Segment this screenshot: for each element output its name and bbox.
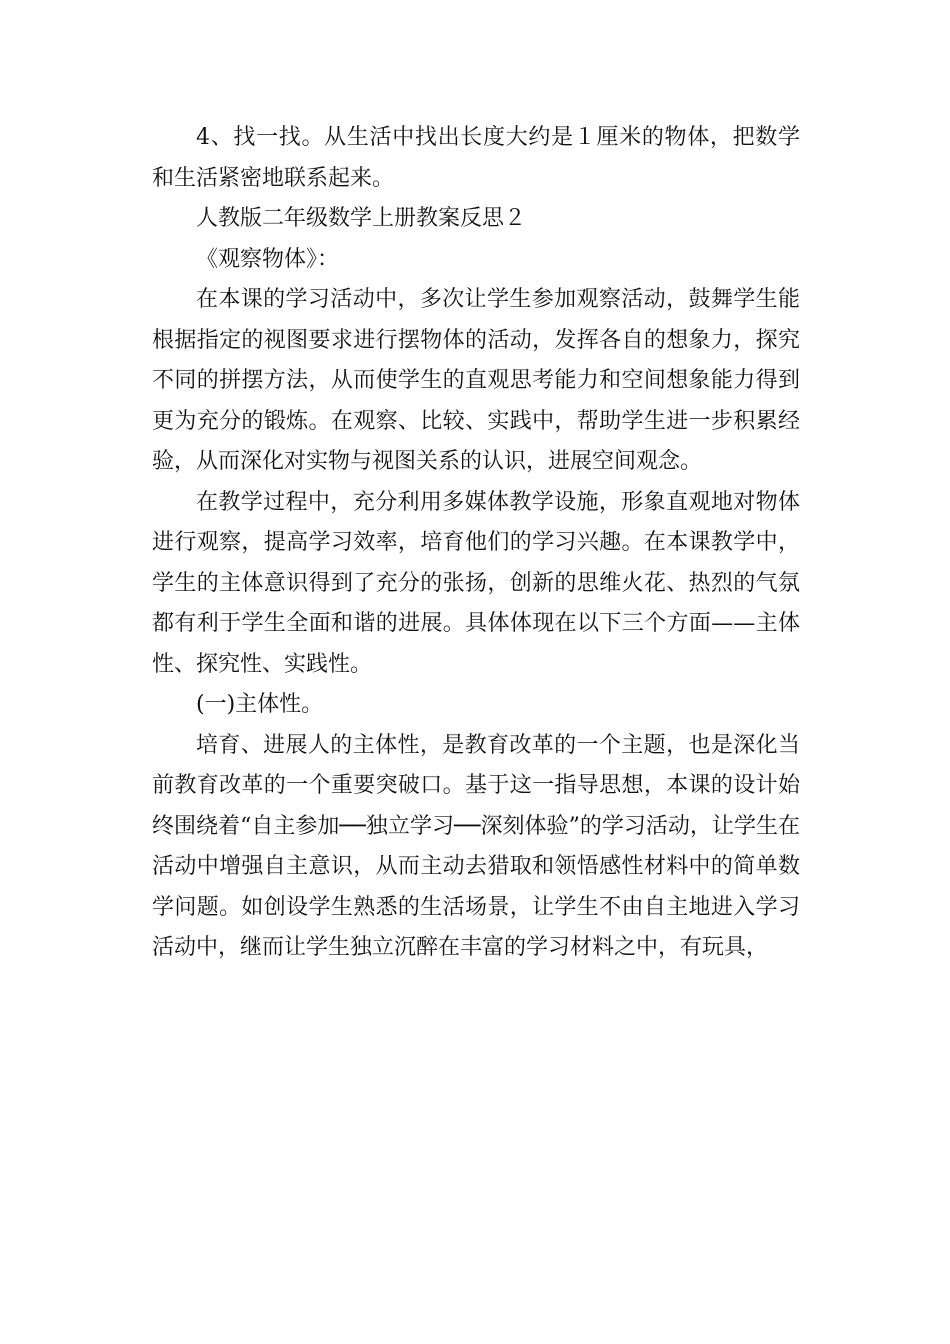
section-heading: 人教版二年级数学上册教案反思２: [196, 206, 527, 231]
paragraph-observation-activity: 在本课的学习活动中，多次让学生参加观察活动，鼓舞学生能根据指定的视图要求进行摆物体的活动，发挥各自的想象力，探究不同的拼摆方法，从而使学生的直观思考能力和空间想象能力得到更为充分的锻炼。在观察、比较、实践中，帮助学生进一步积累经验，从而深化对实物与视图关系的认识，进展空间观念。: [152, 287, 800, 474]
paragraph-teaching-process: 在教学过程中，充分利用多媒体教学设施，形象直观地对物体进行观察，提高学习效率，培育他们的学习兴趣。在本课教学中，学生的主体意识得到了充分的张扬，创新的思维火花、热烈的气氛都有利于学生全面和谐的进展。具体体现在以下三个方面——主体性、探究性、实践性。: [152, 489, 800, 677]
paragraph-subjectivity: 培育、进展人的主体性，是教育改革的一个主题，也是深化当前教育改革的一个重要突破口。基于这一指导思想，本课的设计始终围绕着“自主参加──独立学习──深刻体验”的学习活动，让学生在活动中增强自主意识，从而主动去猎取和领悟感性材料中的简单数学问题。如创设学生熟悉的生活场景，让学生不由自主地进入学习活动中，继而让学生独立沉醉在丰富的学习材料之中，有玩具，: [152, 732, 800, 960]
paragraph-find-objects: 4、找一找。从生活中找出长度大约是１厘米的物体，把数学和生活紧密地联系起来。: [152, 125, 800, 191]
document-body: [152, 118, 800, 969]
subheading-subjectivity: (一)主体性。: [196, 692, 324, 717]
lesson-title: 《观察物体》：: [196, 246, 340, 272]
